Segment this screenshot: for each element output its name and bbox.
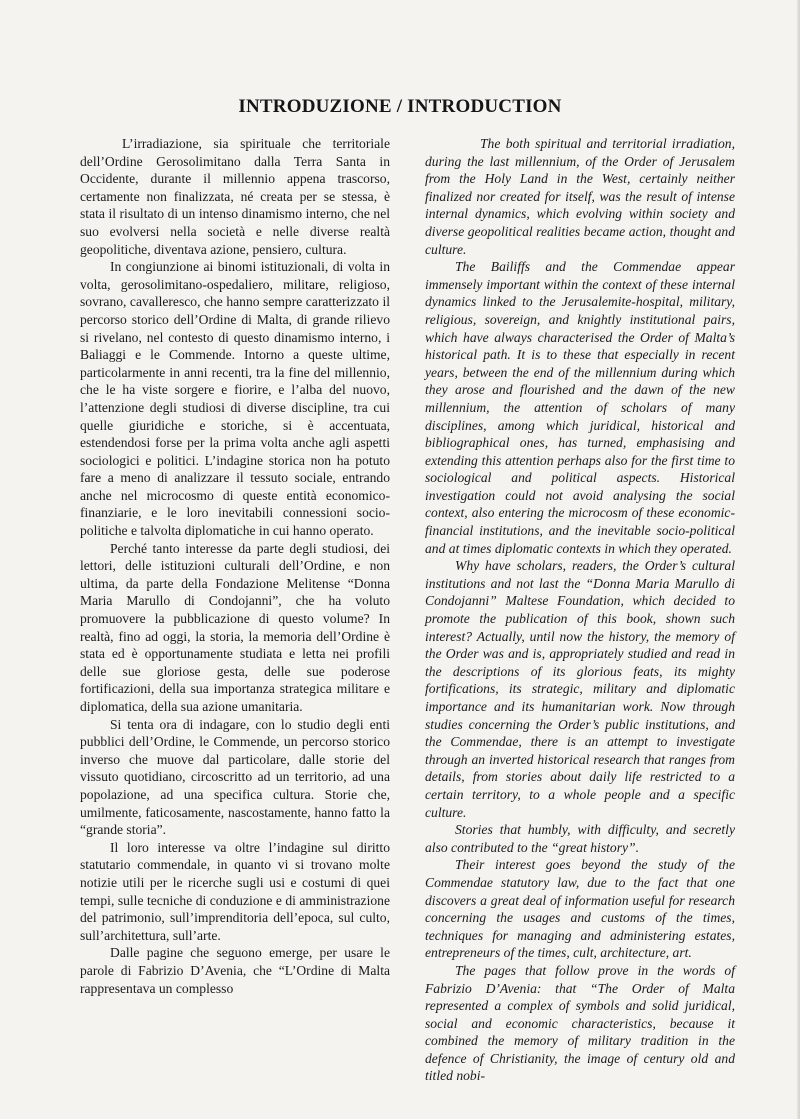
- italian-paragraph-1: L’irradiazione, sia spirituale che territoriale dell’Ordine Gerosolimitano dalla Terra Santa in Occidente, durante il millennio appena trascorso, certamente non finalizzata, né creata per se stessa, è stata il risultato di un intenso dinamismo interno, che nel suo evolversi nella società e nelle diverse realtà geopolitiche, diventava azione, pensiero, cultura.: [80, 136, 390, 257]
- english-paragraph-6: The pages that follow prove in the words of Fabrizio D’Avenia: that “The Order of Malta represented a complex of symbols and solid juridical, social and economic characteristics, because it combined the memory of military tradition in the defence of Christianity, the image of century old and titled nobi-: [425, 962, 735, 1084]
- italian-paragraph-6: Dalle pagine che seguono emerge, per usare le parole di Fabrizio D’Avenia, che “L’Ordine di Malta rappresentava un complesso: [80, 945, 390, 996]
- italian-column: [80, 135, 390, 997]
- english-paragraph-3: Why have scholars, readers, the Order’s cultural institutions and not last the “Donna Maria Marullo di Condojanni” Maltese Foundation, which decided to promote the publication of this book, shown such interest? Actually, until now the history, the memory of the Order was and is, appropriately studied and read in the descriptions of its glorious feats, its mighty fortifications, its strategic, military and diplomatic importance and its humanitarian work. Now through studies concerning the Order’s public institutions, and the Commendae, there is an attempt to investigate through an inverted historical research that ranges from details, from stories about daily life restricted to a certain territory, to a whole people and a specific culture.: [425, 558, 735, 820]
- page-title: INTRODUZIONE / INTRODUCTION: [238, 96, 562, 117]
- italian-paragraph-2: In congiunzione ai binomi istituzionali, di volta in volta, gerosolimitano-ospedaliero, militare, religioso, sovrano, cavalleresco, che hanno sempre caratterizzato il percorso storico dell’Ordine di Malta, di grande rilievo si rivelano, nel contesto di questo dinamismo interno, i Baliaggi e le Commende. Intorno a queste ultime, particolarmente in anni recenti, tra la fine del millennio, che le ha viste sorgere e fiorire, e l’alba del nuovo, l’attenzione degli studiosi di diverse discipline, tra cui quelle giuridiche e storiche, si è accentuata, estendendosi forse per la prima volta anche agli aspetti sociologici e politici. L’indagine storica non ha potuto fare a meno di analizzare il tessuto sociale, entrando anche nel microcosmo di queste entità economico-finanziarie, e le loro inevitabili connessioni socio-politiche e talvolta diplomatiche in cui hanno operato.: [80, 259, 390, 539]
- italian-paragraph-4: Si tenta ora di indagare, con lo studio degli enti pubblici dell’Ordine, le Commende, un percorso storico inverso che muove dal particolare, dalle storie del vissuto quotidiano, circoscritto ad un territorio, ad una popolazione, ad una specifica cultura. Storie che, umilmente, faticosamente, nascostamente, hanno fatto la “grande storia”.: [80, 716, 390, 838]
- english-paragraph-1: The both spiritual and territorial irradiation, during the last millennium, of the Order of Jerusalem from the Holy Land in the West, certainly neither finalized nor created for itself, was the result of intense internal dynamics, which evolving within society and diverse geopolitical realities became action, thought and culture.: [425, 136, 735, 257]
- english-column: [425, 135, 735, 1085]
- english-paragraph-5: Their interest goes beyond the study of the Commendae statutory law, due to the fact that one discovers a great deal of information useful for research concerning the usages and customs of the times, techniques for managing and administering estates, entrepreneurs of the times, cult, architecture, art.: [425, 857, 735, 961]
- english-paragraph-2: The Bailiffs and the Commendae appear immensely important within the context of these internal dynamics linked to the Jerusalemite-hospital, military, religious, sovereign, and knightly institutional pairs, which have always characterised the Order of Malta’s historical path. It is to these that especially in recent years, between the end of the millennium during which they arose and flourished and the dawn of the new millennium, the attention of scholars of many disciplines, among which juridical, historical and bibliographical ones, has turned, emphasising and extending this attention perhaps also for the first time to sociological and political aspects. Historical investigation could not avoid analysing the social context, also entering the microcosm of these economic-financial institutions, and the inevitable socio-political and at times diplomatic contexts in which they operated.: [425, 259, 735, 556]
- italian-paragraph-5: Il loro interesse va oltre l’indagine sul diritto statutario commendale, in quanto vi si trovano molte notizie utili per le ricerche sugli usi e costumi di quei tempi, sulle tecniche di conduzione e di amministrazione del patrimonio, sull’imprenditoria dell’epoca, sul culto, sull’architettura, sull’arte.: [80, 839, 390, 943]
- english-paragraph-4: Stories that humbly, with difficulty, and secretly also contributed to the “great history”.: [425, 822, 735, 855]
- italian-paragraph-3: Perché tanto interesse da parte degli studiosi, dei lettori, delle istituzioni culturali dell’Ordine, e non ultima, da parte della Fondazione Melitense “Donna Maria Marullo di Condojanni”, che ha voluto promuovere la pubblicazione di questo volume? In realtà, fino ad oggi, la storia, la memoria dell’Ordine è stata ed è opportunamente studiata e letta nei profili delle sue gloriose gesta, delle sue poderose fortificazioni, della sua importanza strategica militare e diplomatica, della sua azione umanitaria.: [80, 540, 390, 714]
